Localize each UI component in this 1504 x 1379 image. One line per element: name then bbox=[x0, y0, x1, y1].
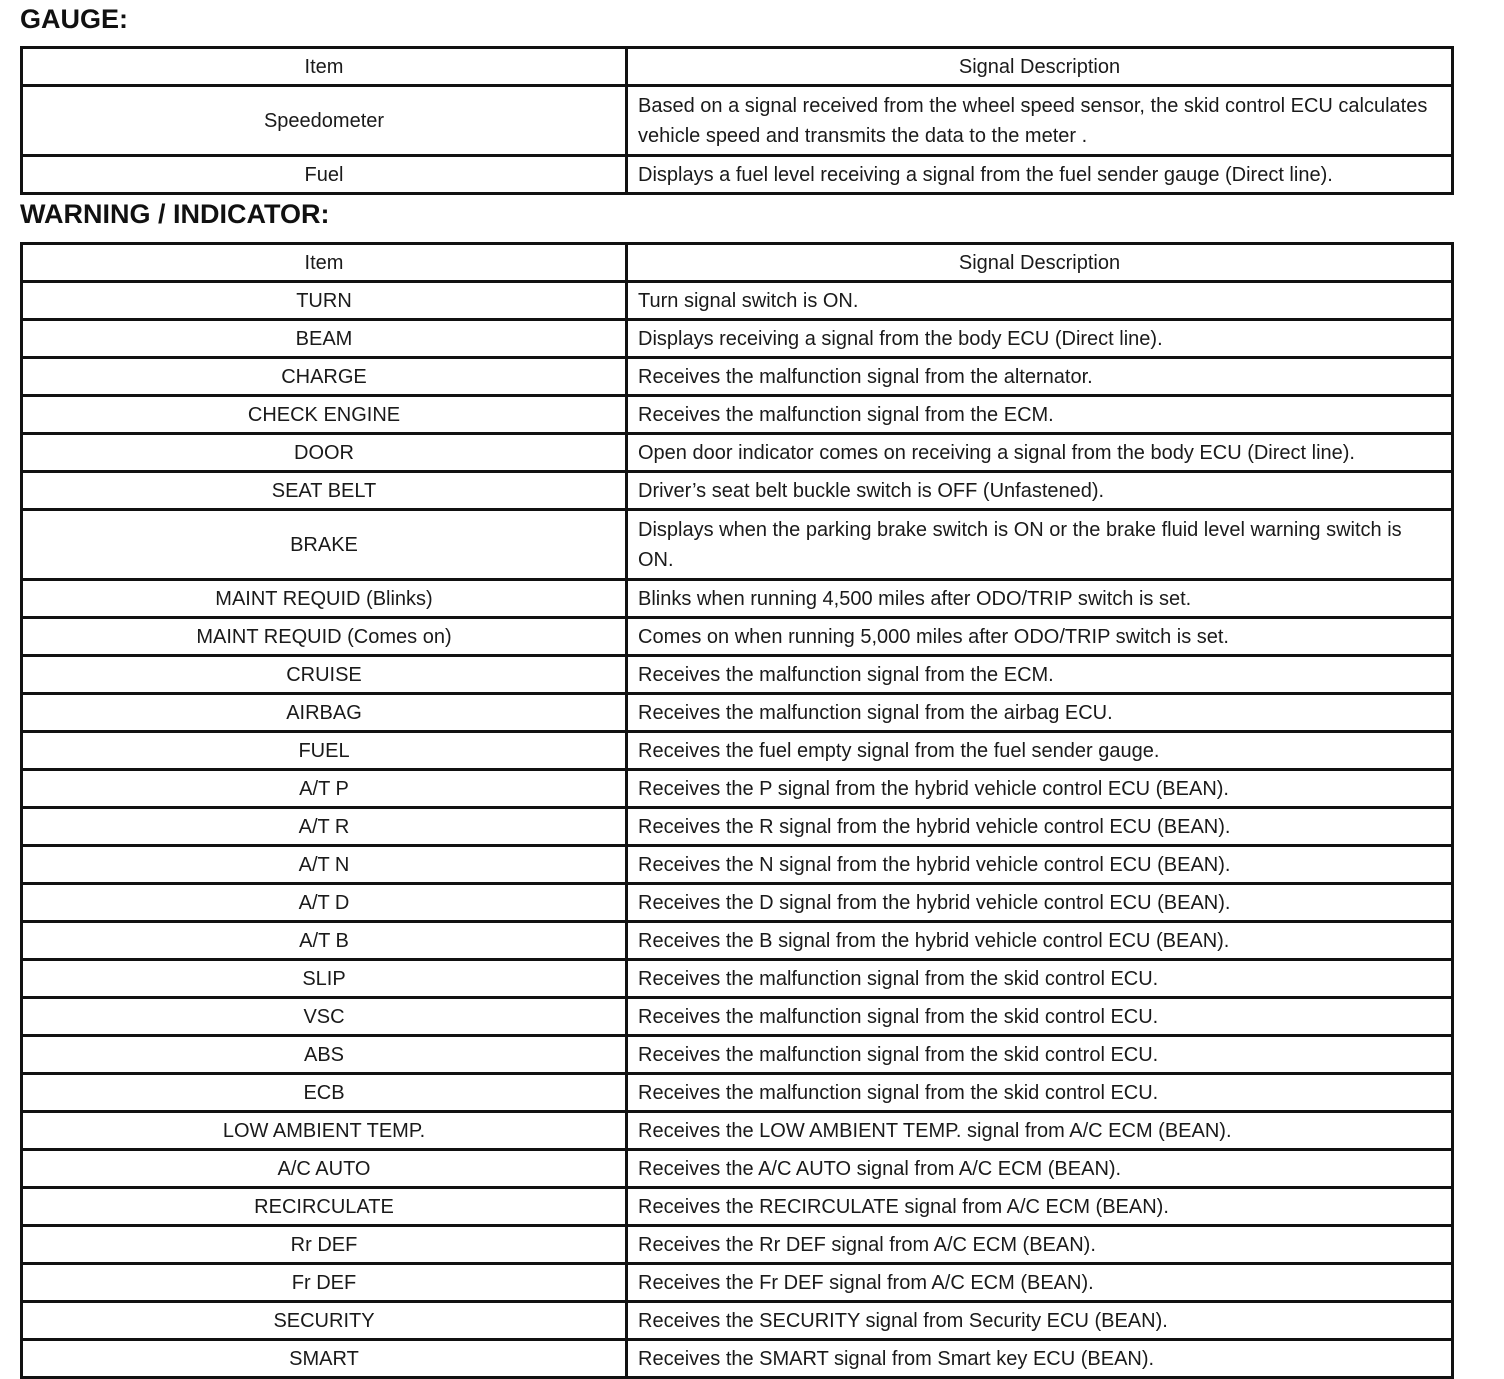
warning-item-cell: Rr DEF bbox=[22, 1226, 627, 1264]
gauge-header-row bbox=[22, 48, 1453, 86]
warning-description-cell: Receives the D signal from the hybrid vehicle control ECU (BEAN). bbox=[627, 884, 1453, 922]
warning-item-cell: A/T B bbox=[22, 922, 627, 960]
warning-description-cell: Blinks when running 4,500 miles after ODO/TRIP switch is set. bbox=[627, 580, 1453, 618]
table-row bbox=[22, 732, 1453, 770]
warning-description-cell: Receives the SMART signal from Smart key ECU (BEAN). bbox=[627, 1340, 1453, 1378]
warning-description-cell: Receives the SECURITY signal from Security ECU (BEAN). bbox=[627, 1302, 1453, 1340]
warning-item-cell: MAINT REQUID (Blinks) bbox=[22, 580, 627, 618]
warning-item-cell: BEAM bbox=[22, 320, 627, 358]
warning-item-cell: LOW AMBIENT TEMP. bbox=[22, 1112, 627, 1150]
warning-item-cell: VSC bbox=[22, 998, 627, 1036]
table-row bbox=[22, 846, 1453, 884]
warning-item-cell: SECURITY bbox=[22, 1302, 627, 1340]
table-row bbox=[22, 960, 1453, 998]
warning-item-cell: A/C AUTO bbox=[22, 1150, 627, 1188]
warning-description-header: Signal Description bbox=[627, 244, 1453, 282]
gauge-description-cell: Based on a signal received from the wheel speed sensor, the skid control ECU calculates vehicle speed and transmits the data to the meter . bbox=[627, 86, 1453, 156]
warning-description-cell: Receives the malfunction signal from the ECM. bbox=[627, 396, 1453, 434]
warning-description-cell: Open door indicator comes on receiving a signal from the body ECU (Direct line). bbox=[627, 434, 1453, 472]
warning-description-cell: Receives the N signal from the hybrid vehicle control ECU (BEAN). bbox=[627, 846, 1453, 884]
table-row bbox=[22, 1074, 1453, 1112]
gauge-item-cell: Fuel bbox=[22, 156, 627, 194]
table-row bbox=[22, 1112, 1453, 1150]
table-row bbox=[22, 1302, 1453, 1340]
warning-description-cell: Receives the malfunction signal from the skid control ECU. bbox=[627, 1074, 1453, 1112]
warning-item-cell: SEAT BELT bbox=[22, 472, 627, 510]
table-row bbox=[22, 156, 1453, 194]
gauge-table bbox=[20, 46, 1454, 195]
warning-description-cell: Receives the malfunction signal from the skid control ECU. bbox=[627, 998, 1453, 1036]
warning-item-header: Item bbox=[22, 244, 627, 282]
warning-description-cell: Receives the Rr DEF signal from A/C ECM (BEAN). bbox=[627, 1226, 1453, 1264]
warning-item-cell: A/T D bbox=[22, 884, 627, 922]
warning-item-cell: SMART bbox=[22, 1340, 627, 1378]
table-row bbox=[22, 1226, 1453, 1264]
table-row bbox=[22, 282, 1453, 320]
warning-section-title: WARNING / INDICATOR: bbox=[20, 199, 330, 229]
gauge-description-header: Signal Description bbox=[627, 48, 1453, 86]
table-row bbox=[22, 998, 1453, 1036]
table-row bbox=[22, 694, 1453, 732]
table-row bbox=[22, 1188, 1453, 1226]
warning-item-cell: DOOR bbox=[22, 434, 627, 472]
warning-indicator-table bbox=[20, 242, 1454, 1379]
table-row bbox=[22, 656, 1453, 694]
table-row bbox=[22, 1264, 1453, 1302]
warning-header-row bbox=[22, 244, 1453, 282]
gauge-description-cell: Displays a fuel level receiving a signal from the fuel sender gauge (Direct line). bbox=[627, 156, 1453, 194]
warning-description-cell: Receives the B signal from the hybrid vehicle control ECU (BEAN). bbox=[627, 922, 1453, 960]
table-row bbox=[22, 1150, 1453, 1188]
warning-item-cell: MAINT REQUID (Comes on) bbox=[22, 618, 627, 656]
warning-description-cell: Receives the LOW AMBIENT TEMP. signal from A/C ECM (BEAN). bbox=[627, 1112, 1453, 1150]
warning-description-cell: Receives the R signal from the hybrid vehicle control ECU (BEAN). bbox=[627, 808, 1453, 846]
warning-item-cell: TURN bbox=[22, 282, 627, 320]
warning-description-cell: Receives the malfunction signal from the alternator. bbox=[627, 358, 1453, 396]
warning-item-cell: SLIP bbox=[22, 960, 627, 998]
table-row bbox=[22, 618, 1453, 656]
table-row bbox=[22, 922, 1453, 960]
table-row bbox=[22, 320, 1453, 358]
warning-item-cell: A/T N bbox=[22, 846, 627, 884]
warning-item-cell: CHECK ENGINE bbox=[22, 396, 627, 434]
warning-item-cell: AIRBAG bbox=[22, 694, 627, 732]
warning-description-cell: Displays when the parking brake switch is ON or the brake fluid level warning switch is ON. bbox=[627, 510, 1453, 580]
warning-item-cell: FUEL bbox=[22, 732, 627, 770]
warning-description-cell: Displays receiving a signal from the body ECU (Direct line). bbox=[627, 320, 1453, 358]
gauge-item-header: Item bbox=[22, 48, 627, 86]
warning-item-cell: CRUISE bbox=[22, 656, 627, 694]
warning-item-cell: Fr DEF bbox=[22, 1264, 627, 1302]
table-row bbox=[22, 580, 1453, 618]
gauge-section-title: GAUGE: bbox=[20, 4, 128, 34]
table-row bbox=[22, 86, 1453, 156]
warning-item-cell: A/T P bbox=[22, 770, 627, 808]
warning-description-cell: Receives the malfunction signal from the airbag ECU. bbox=[627, 694, 1453, 732]
warning-item-cell: ABS bbox=[22, 1036, 627, 1074]
warning-description-cell: Turn signal switch is ON. bbox=[627, 282, 1453, 320]
table-row bbox=[22, 510, 1453, 580]
warning-description-cell: Receives the A/C AUTO signal from A/C ECM (BEAN). bbox=[627, 1150, 1453, 1188]
warning-item-cell: ECB bbox=[22, 1074, 627, 1112]
warning-item-cell: RECIRCULATE bbox=[22, 1188, 627, 1226]
warning-item-cell: BRAKE bbox=[22, 510, 627, 580]
warning-description-cell: Receives the malfunction signal from the skid control ECU. bbox=[627, 1036, 1453, 1074]
table-row bbox=[22, 1036, 1453, 1074]
warning-description-cell: Driver’s seat belt buckle switch is OFF (Unfastened). bbox=[627, 472, 1453, 510]
warning-item-cell: A/T R bbox=[22, 808, 627, 846]
warning-description-cell: Receives the RECIRCULATE signal from A/C ECM (BEAN). bbox=[627, 1188, 1453, 1226]
table-row bbox=[22, 884, 1453, 922]
table-row bbox=[22, 396, 1453, 434]
table-row bbox=[22, 1340, 1453, 1378]
table-row bbox=[22, 358, 1453, 396]
table-row bbox=[22, 808, 1453, 846]
table-row bbox=[22, 434, 1453, 472]
warning-description-cell: Receives the P signal from the hybrid vehicle control ECU (BEAN). bbox=[627, 770, 1453, 808]
warning-description-cell: Receives the Fr DEF signal from A/C ECM (BEAN). bbox=[627, 1264, 1453, 1302]
warning-item-cell: CHARGE bbox=[22, 358, 627, 396]
gauge-item-cell: Speedometer bbox=[22, 86, 627, 156]
warning-description-cell: Receives the malfunction signal from the ECM. bbox=[627, 656, 1453, 694]
warning-description-cell: Receives the fuel empty signal from the fuel sender gauge. bbox=[627, 732, 1453, 770]
warning-description-cell: Comes on when running 5,000 miles after ODO/TRIP switch is set. bbox=[627, 618, 1453, 656]
table-row bbox=[22, 770, 1453, 808]
warning-description-cell: Receives the malfunction signal from the skid control ECU. bbox=[627, 960, 1453, 998]
table-row bbox=[22, 472, 1453, 510]
